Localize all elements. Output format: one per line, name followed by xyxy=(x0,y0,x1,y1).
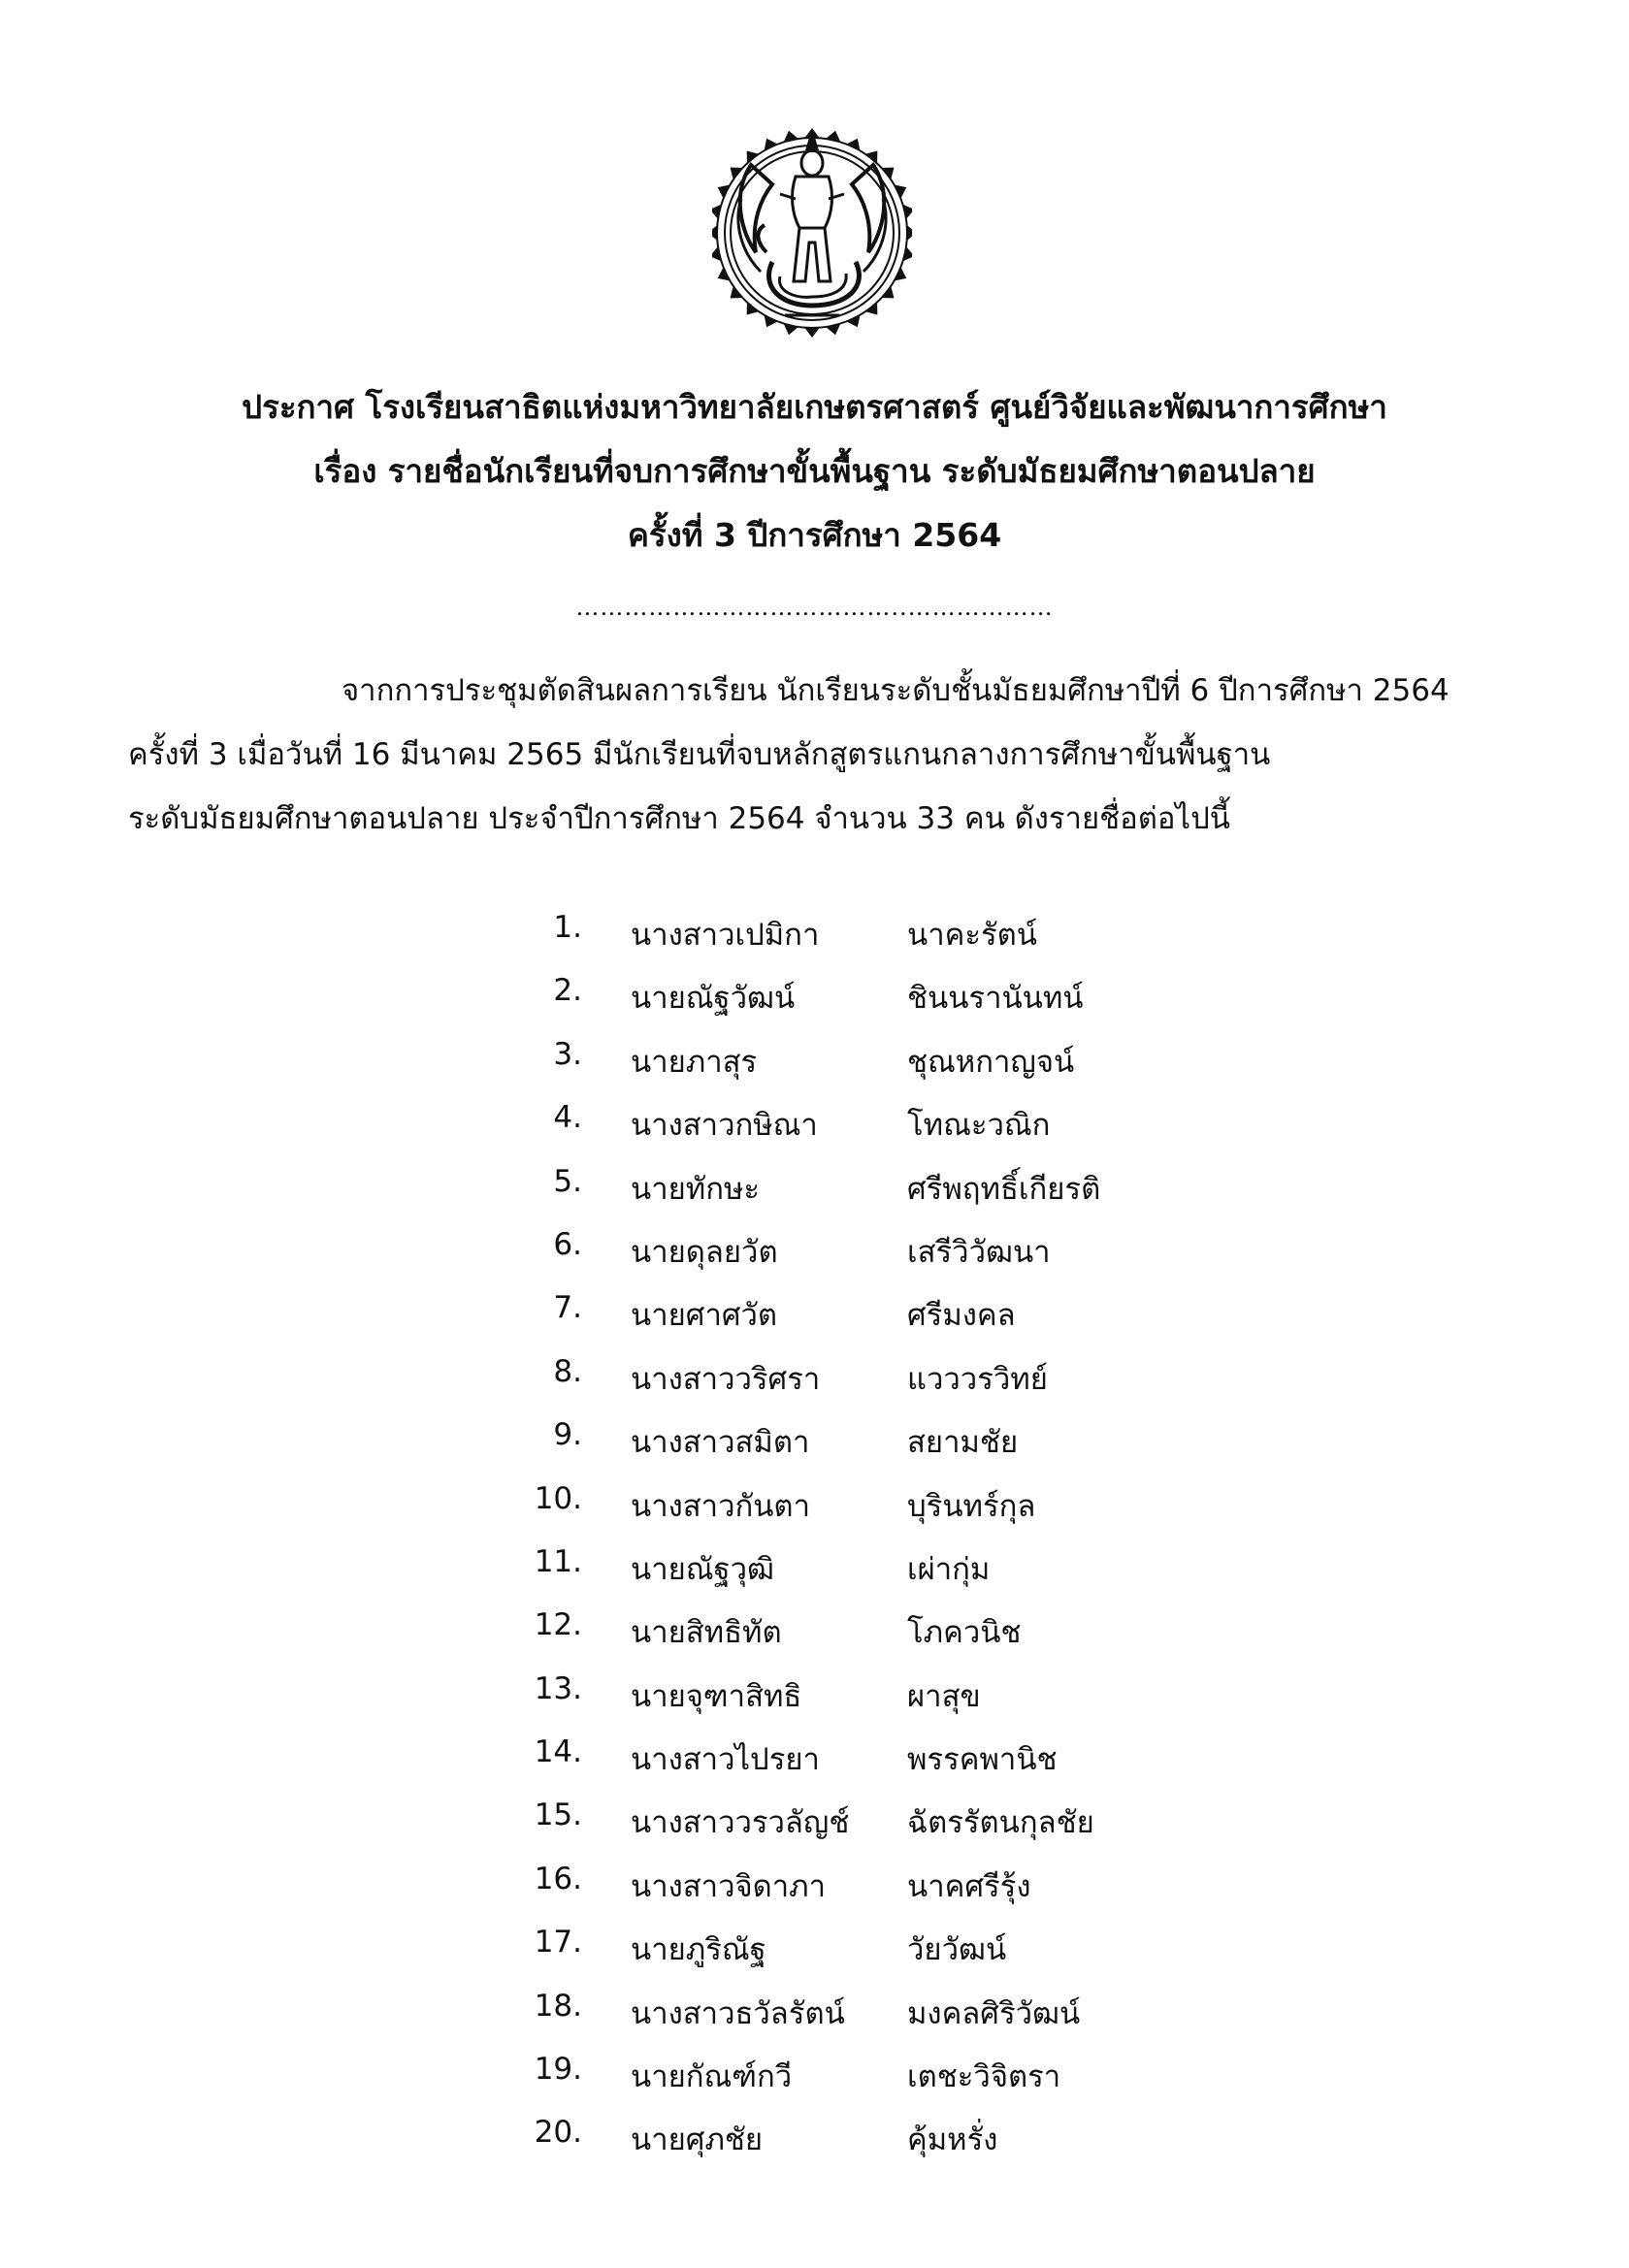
body-paragraph-line-1: จากการประชุมตัดสินผลการเรียน นักเรียนระดับชั้นมัธยมศึกษาปีที่ 6 ปีการศึกษา 2564 xyxy=(342,673,1450,708)
student-first-name: นายทักษะ xyxy=(631,1171,761,1207)
seal-petal xyxy=(865,302,878,314)
student-last-name: ฉัตรรัตนกุลชัย xyxy=(907,1805,1094,1841)
student-first-name: นายณัฐวัฒน์ xyxy=(631,981,796,1017)
seal-petal xyxy=(881,168,894,180)
student-first-name: นางสาวไปรยา xyxy=(631,1742,820,1778)
student-first-name: นางสาวจิดาภา xyxy=(631,1868,827,1904)
student-first-name: นายภูริณัฐ xyxy=(631,1932,766,1968)
student-first-name: นางสาวเปมิกา xyxy=(631,918,820,953)
student-number: 6. xyxy=(553,1226,582,1262)
seal-petal xyxy=(784,323,798,335)
student-number: 2. xyxy=(553,973,582,1009)
seal-petal xyxy=(881,286,894,299)
student-last-name: แวววรวิทย์ xyxy=(907,1361,1048,1397)
student-number: 11. xyxy=(534,1543,582,1579)
school-seal-emblem xyxy=(712,107,912,359)
student-last-name: วัยวัฒน์ xyxy=(907,1932,1007,1968)
body-paragraph-line-2: ครั้งที่ 3 เมื่อวันที่ 16 มีนาคม 2565 มีนักเรียนที่จบหลักสูตรแกนกลางการศึกษาขั้นพื้นฐาน xyxy=(128,737,1271,772)
seal-petal xyxy=(731,286,743,299)
seal-petal xyxy=(895,185,907,199)
student-first-name: นางสาววรวลัญช์ xyxy=(631,1805,850,1841)
student-last-name: นาคศรีรุ้ง xyxy=(907,1868,1031,1904)
seal-petal xyxy=(804,328,820,338)
seal-petal xyxy=(907,225,912,241)
student-last-name: พรรคพานิช xyxy=(907,1742,1058,1778)
announcement-session-line: ครั้งที่ 3 ปีการศึกษา 2564 xyxy=(627,516,1002,554)
student-first-name: นางสาววริศรา xyxy=(631,1361,821,1397)
seal-petal xyxy=(846,315,860,328)
student-last-name: ชุณหกาญจน์ xyxy=(907,1044,1075,1080)
student-number: 20. xyxy=(534,2115,582,2151)
seal-petal xyxy=(718,185,731,199)
student-number: 14. xyxy=(534,1734,582,1770)
student-number: 8. xyxy=(553,1353,582,1389)
seal-petal xyxy=(784,131,798,143)
student-first-name: นายจุฑาสิทธิ xyxy=(631,1678,802,1714)
seal-petal xyxy=(712,225,717,241)
student-number: 1. xyxy=(553,910,582,945)
seal-petal xyxy=(826,131,840,143)
separator-dots: …………………………………..……………… xyxy=(575,594,1054,621)
student-number: 3. xyxy=(553,1036,582,1072)
seal-petal xyxy=(731,168,743,180)
student-last-name: บุรินทร์กุล xyxy=(907,1488,1036,1524)
student-first-name: นายดุลยวัต xyxy=(631,1234,778,1270)
student-number: 18. xyxy=(534,1988,582,2024)
seal-petal xyxy=(765,139,778,151)
student-first-name: นายภาสุร xyxy=(631,1044,758,1080)
student-first-name: นายสิทธิทัต xyxy=(631,1615,782,1651)
student-first-name: นายศาศวัต xyxy=(631,1298,778,1334)
seal-petal xyxy=(747,151,760,164)
student-last-name: ผาสุข xyxy=(907,1678,981,1714)
student-last-name: ศรีพฤทธิ์เกียรติ xyxy=(907,1171,1101,1207)
student-last-name: เสรีวิวัฒนา xyxy=(907,1234,1051,1270)
student-first-name: นางสาวสมิตา xyxy=(631,1425,810,1461)
student-number: 7. xyxy=(553,1290,582,1326)
student-last-name: เตชะวิจิตรา xyxy=(907,2059,1061,2095)
student-first-name: นางสาวธวัลรัตน์ xyxy=(631,1995,845,2031)
seal-petal xyxy=(895,267,907,280)
seal-petal xyxy=(747,302,760,314)
student-last-name: ศรีมงคล xyxy=(907,1298,1016,1334)
student-number: 12. xyxy=(534,1607,582,1643)
student-number: 16. xyxy=(534,1861,582,1896)
student-first-name: นางสาวกันตา xyxy=(631,1488,810,1524)
student-last-name: สยามชัย xyxy=(907,1425,1019,1461)
seal-petal xyxy=(718,267,731,280)
student-first-name: นายศุภชัย xyxy=(631,2122,764,2158)
student-first-name: นายกัณฑ์กวี xyxy=(631,2059,793,2095)
seal-petal xyxy=(826,323,840,335)
student-number: 17. xyxy=(534,1925,582,1960)
seal-petal xyxy=(865,151,878,164)
student-last-name: เผ่ากุ่ม xyxy=(907,1551,991,1587)
student-last-name: มงคลศิริวัฒน์ xyxy=(907,1995,1081,2031)
student-last-name: นาคะรัตน์ xyxy=(907,918,1037,953)
student-number: 10. xyxy=(534,1480,582,1516)
student-last-name: คุ้มหรั่ง xyxy=(907,2122,998,2158)
body-paragraph-line-3: ระดับมัธยมศึกษาตอนปลาย ประจำปีการศึกษา 2564 จำนวน 33 คน ดังรายชื่อต่อไปนี้ xyxy=(128,801,1230,836)
announcement-title-line-1: ประกาศ โรงเรียนสาธิตแห่งมหาวิทยาลัยเกษตรศาสตร์ ศูนย์วิจัยและพัฒนาการศึกษา xyxy=(242,388,1387,426)
seal-petal xyxy=(846,139,860,151)
student-first-name: นายณัฐวุฒิ xyxy=(631,1551,775,1587)
student-number: 9. xyxy=(553,1417,582,1453)
student-last-name: โทณะวณิก xyxy=(907,1108,1051,1144)
student-number: 4. xyxy=(553,1100,582,1136)
student-first-name: นางสาวกษิณา xyxy=(631,1108,818,1144)
seal-petal xyxy=(765,315,778,328)
student-number: 15. xyxy=(534,1798,582,1833)
announcement-subject-line: เรื่อง รายชื่อนักเรียนที่จบการศึกษาขั้นพื้นฐาน ระดับมัธยมศึกษาตอนปลาย xyxy=(313,452,1316,490)
student-number: 19. xyxy=(534,2052,582,2088)
student-number: 13. xyxy=(534,1670,582,1706)
student-last-name: ชินนรานันทน์ xyxy=(907,981,1084,1017)
student-last-name: โภควนิช xyxy=(907,1615,1022,1651)
student-number: 5. xyxy=(553,1163,582,1199)
